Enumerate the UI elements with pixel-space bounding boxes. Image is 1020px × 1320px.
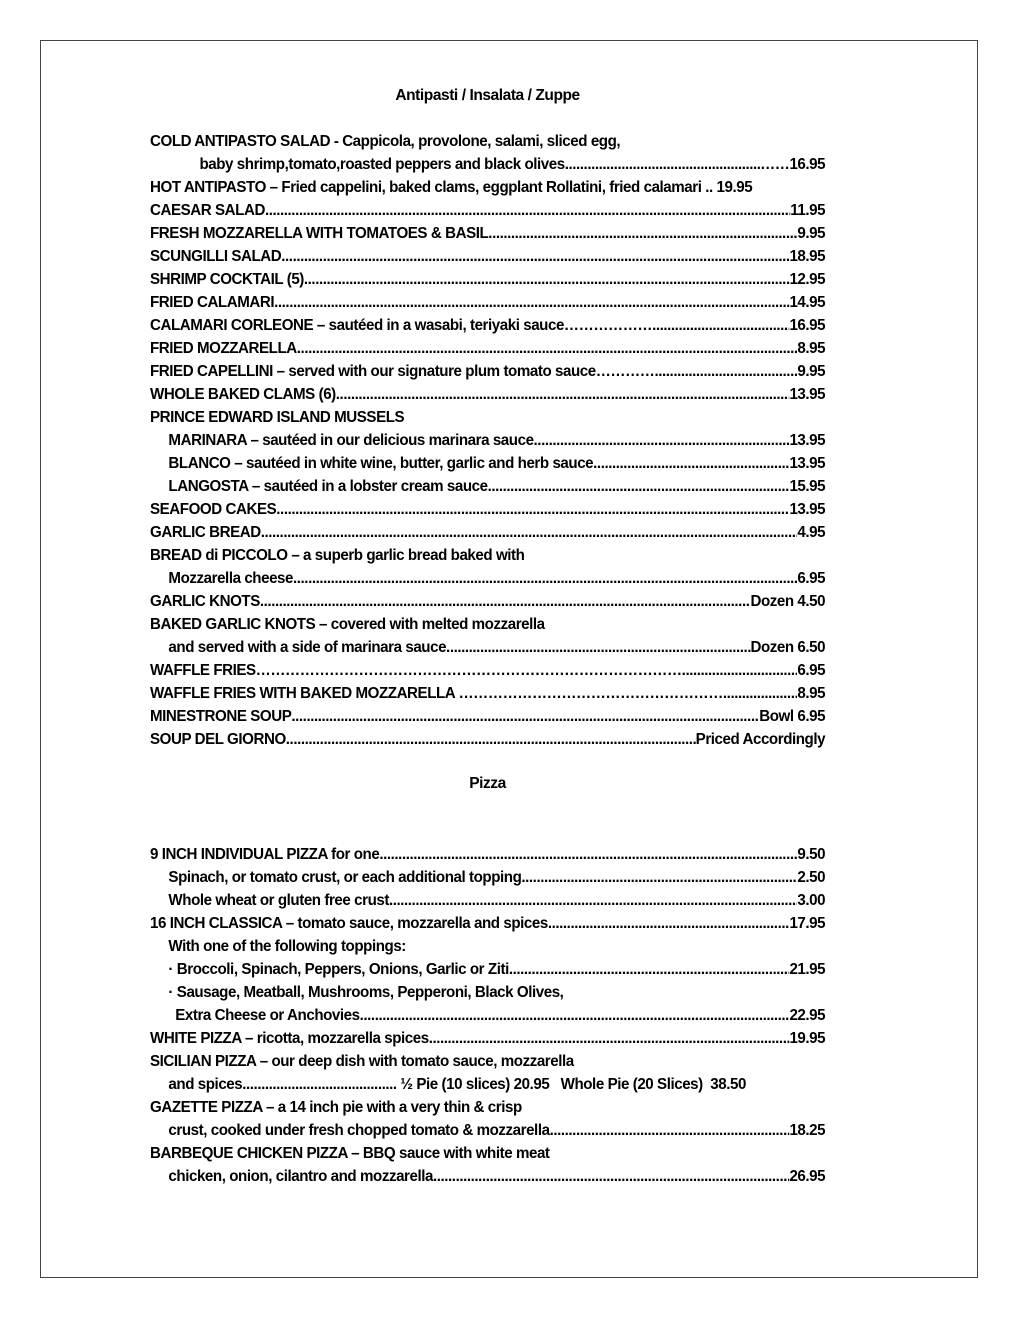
item-price: 13.95 (789, 455, 826, 472)
dot-leader (534, 429, 790, 452)
item-price: 13.95 (789, 386, 826, 403)
item-price: 11.95 (790, 202, 826, 219)
item-price: 18.25 (789, 1122, 826, 1139)
item-price: 19.95 (789, 1030, 826, 1047)
item-price: 18.95 (789, 248, 826, 265)
menu-item-whole-baked-clams: WHOLE BAKED CLAMS (6) ..... 13.95 (150, 383, 825, 406)
dot-leader (727, 682, 798, 705)
menu-item-gazette-pizza: GAZETTE PIZZA – a 14 inch pie with a very thin & crisp (150, 1099, 522, 1116)
dot-leader (261, 521, 798, 544)
dot-leader (593, 452, 789, 475)
menu-item-waffle-fries-mozzarella: WAFFLE FRIES WITH BAKED MOZZARELLA ………………………………………………. ..... 8.95 (150, 682, 825, 705)
menu-item-toppings-meat-cont: Extra Cheese or Anchovies ..... 22.95 (150, 1004, 825, 1027)
dot-leader (260, 590, 751, 613)
dot-leader (379, 843, 797, 866)
dot-leader (276, 498, 789, 521)
dot-leader (297, 337, 798, 360)
item-price: 13.95 (789, 501, 826, 518)
item-price: Bowl 6.95 (759, 708, 826, 725)
item-price: 9.50 (797, 846, 826, 863)
menu-item-hot-antipasto: HOT ANTIPASTO – Fried cappelini, baked clams, eggplant Rollatini, fried calamari .. 19.95 (150, 179, 753, 196)
item-price: 13.95 (789, 432, 826, 449)
menu-item-toppings-meat: · Sausage, Meatball, Mushrooms, Pepperoni, Black Olives, (168, 984, 564, 1001)
menu-item-caesar-salad: CAESAR SALAD ..... 11.95 (150, 199, 825, 222)
item-price: 2.50 (797, 869, 826, 886)
dot-leader (293, 567, 797, 590)
menu-item-16-inch-classica: 16 INCH CLASSICA – tomato sauce, mozzarella and spices ..... 17.95 (150, 912, 825, 935)
dot-leader (304, 268, 790, 291)
dot-leader (429, 1027, 790, 1050)
dot-leader (291, 705, 759, 728)
item-price: 17.95 (789, 915, 826, 932)
item-price: 21.95 (789, 961, 826, 978)
menu-item-bbq-chicken-pizza: BARBEQUE CHICKEN PIZZA – BBQ sauce with white meat (150, 1145, 550, 1162)
dot-leader (433, 1165, 789, 1188)
menu-item-gazette-pizza-cont: crust, cooked under fresh chopped tomato & mozzarella ..... 18.25 (150, 1119, 825, 1142)
menu-item-sicilian-pizza-cont: and spices......................................... ½ Pie (10 slices) 20.95 Whole Pie (20 Slices) 38.50 (168, 1076, 746, 1093)
dot-leader (360, 1004, 790, 1027)
menu-item-shrimp-cocktail: SHRIMP COCKTAIL (5) ..... 12.95 (150, 268, 825, 291)
item-price: 9.95 (797, 363, 826, 380)
item-price: 22.95 (789, 1007, 826, 1024)
menu-item-sicilian-pizza: SICILIAN PIZZA – our deep dish with tomato sauce, mozzarella (150, 1053, 574, 1070)
dot-leader (654, 360, 797, 383)
menu-item-cold-antipasto-cont: baby shrimp,tomato,roasted peppers and black olives ..... ……16.95 (150, 153, 825, 176)
menu-item-mussels-blanco: BLANCO – sautéed in white wine, butter, garlic and herb sauce ..... 13.95 (150, 452, 825, 475)
dot-leader (652, 314, 789, 337)
menu-item-additional-topping: Spinach, or tomato crust, or each additional topping ..... 2.50 (150, 866, 825, 889)
menu-item-garlic-knots: GARLIC KNOTS ..... Dozen 4.50 (150, 590, 825, 613)
item-price: Dozen 6.50 (750, 639, 826, 656)
dot-leader (548, 912, 790, 935)
item-price: 9.95 (797, 225, 826, 242)
item-price: 3.00 (797, 892, 826, 909)
dot-leader (521, 866, 797, 889)
item-price: 16.95 (789, 317, 826, 334)
dot-leader (488, 475, 790, 498)
menu-item-bread-di-piccolo-cont: Mozzarella cheese ..... 6.95 (150, 567, 825, 590)
menu-item-mussels-marinara: MARINARA – sautéed in our delicious marinara sauce ..... 13.95 (150, 429, 825, 452)
menu-item-fried-calamari: FRIED CALAMARI ..... 14.95 (150, 291, 825, 314)
dot-leader (565, 153, 760, 176)
item-price: 15.95 (789, 478, 826, 495)
menu-item-toppings-veg: · Broccoli, Spinach, Peppers, Onions, Garlic or Ziti ..... 21.95 (150, 958, 825, 981)
dot-leader (389, 889, 797, 912)
item-price: Priced Accordingly (695, 731, 826, 748)
item-price: 26.95 (789, 1168, 826, 1185)
dot-leader (550, 1119, 790, 1142)
menu-item-fried-mozzarella: FRIED MOZZARELLA ..... 8.95 (150, 337, 825, 360)
dot-leader (336, 383, 790, 406)
item-price: 6.95 (797, 662, 826, 679)
section-title-pizza: Pizza (469, 775, 506, 792)
menu-item-fresh-mozzarella: FRESH MOZZARELLA WITH TOMATOES & BASIL ..... 9.95 (150, 222, 825, 245)
menu-item-whole-wheat-crust: Whole wheat or gluten free crust ..... 3.00 (150, 889, 825, 912)
item-price: 8.95 (797, 685, 826, 702)
menu-item-9-inch-pizza: 9 INCH INDIVIDUAL PIZZA for one ..... 9.50 (150, 843, 825, 866)
item-price: 14.95 (789, 294, 826, 311)
item-price: ……16.95 (760, 156, 826, 173)
dot-leader (446, 636, 750, 659)
dot-leader (265, 199, 790, 222)
dot-leader (286, 728, 696, 751)
menu-item-baked-garlic-knots: BAKED GARLIC KNOTS – covered with melted mozzarella (150, 616, 545, 633)
menu-item-scungilli-salad: SCUNGILLI SALAD ..... 18.95 (150, 245, 825, 268)
menu-item-garlic-bread: GARLIC BREAD ..... 4.95 (150, 521, 825, 544)
menu-item-pei-mussels: PRINCE EDWARD ISLAND MUSSELS (150, 409, 405, 426)
section-title-antipasti: Antipasti / Insalata / Zuppe (395, 87, 580, 104)
dot-leader (281, 245, 789, 268)
menu-item-seafood-cakes: SEAFOOD CAKES ..... 13.95 (150, 498, 825, 521)
item-price: 8.95 (797, 340, 826, 357)
menu-item-bbq-chicken-pizza-cont: chicken, onion, cilantro and mozzarella ..... 26.95 (150, 1165, 825, 1188)
item-price: 12.95 (789, 271, 826, 288)
menu-item-minestrone-soup: MINESTRONE SOUP ..... Bowl 6.95 (150, 705, 825, 728)
item-price: Dozen 4.50 (750, 593, 826, 610)
menu-item-bread-di-piccolo: BREAD di PICCOLO – a superb garlic bread baked with (150, 547, 525, 564)
dot-leader (274, 291, 789, 314)
menu-item-calamari-corleone: CALAMARI CORLEONE – sautéed in a wasabi, teriyaki sauce……………… ..... 16.95 (150, 314, 825, 337)
menu-item-mussels-langosta: LANGOSTA – sautéed in a lobster cream sauce ..... 15.95 (150, 475, 825, 498)
dot-leader (682, 659, 798, 682)
dot-leader (509, 958, 790, 981)
item-price: 6.95 (797, 570, 826, 587)
menu-item-toppings-intro: With one of the following toppings: (168, 938, 406, 955)
menu-item-fried-capellini: FRIED CAPELLINI – served with our signature plum tomato sauce………… ..... 9.95 (150, 360, 825, 383)
menu-item-baked-garlic-knots-cont: and served with a side of marinara sauce ..... Dozen 6.50 (150, 636, 825, 659)
menu-item-waffle-fries: WAFFLE FRIES…………………………………………………………………………… ..... 6.95 (150, 659, 825, 682)
menu-item-cold-antipasto: COLD ANTIPASTO SALAD - Cappicola, provolone, salami, sliced egg, (150, 133, 621, 150)
dot-leader (488, 222, 797, 245)
menu-item-white-pizza: WHITE PIZZA – ricotta, mozzarella spices ..... 19.95 (150, 1027, 825, 1050)
item-price: 4.95 (797, 524, 826, 541)
menu-item-soup-del-giorno: SOUP DEL GIORNO ..... Priced Accordingly (150, 728, 825, 751)
